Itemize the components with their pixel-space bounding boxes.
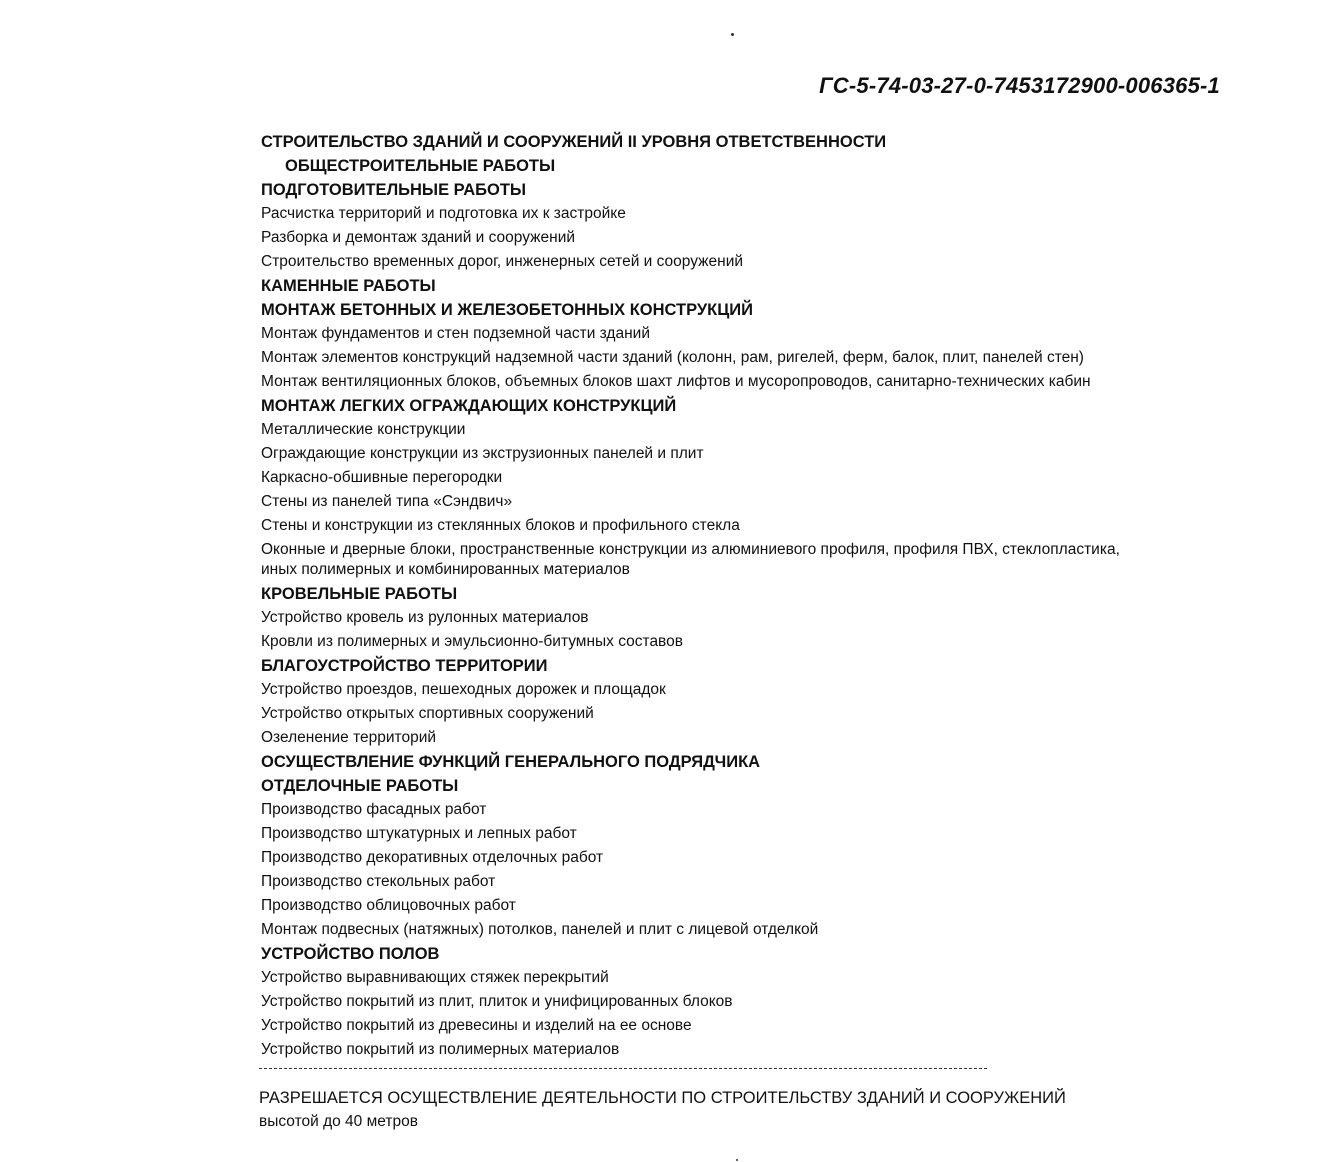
section-heading: ОСУЩЕСТВЛЕНИЕ ФУНКЦИЙ ГЕНЕРАЛЬНОГО ПОДРЯДЧИКА <box>261 753 761 771</box>
work-item: Стены из панелей типа «Сэндвич» <box>261 493 513 510</box>
work-item: Каркасно-обшивные перегородки <box>261 469 503 486</box>
work-item: Оконные и дверные блоки, пространственные конструкции из алюминиевого профиля, профиля ПВХ, стеклопластика, иных полимерных и комбинированных материалов <box>261 541 1120 578</box>
section-heading: ОТДЕЛОЧНЫЕ РАБОТЫ <box>261 777 459 795</box>
work-item: Устройство проездов, пешеходных дорожек и площадок <box>261 681 666 698</box>
work-item: Монтаж элементов конструкций надземной части зданий (колонн, рам, ригелей, ферм, балок, плит, панелей стен) <box>261 349 1084 366</box>
work-item: Устройство выравнивающих стяжек перекрытий <box>261 969 609 986</box>
work-item: Монтаж фундаментов и стен подземной части зданий <box>261 325 650 342</box>
section-heading: КАМЕННЫЕ РАБОТЫ <box>261 277 436 295</box>
dashed-separator <box>259 1068 987 1069</box>
work-item: Строительство временных дорог, инженерных сетей и сооружений <box>261 253 744 270</box>
work-item: Производство стекольных работ <box>261 873 496 890</box>
work-item: Производство облицовочных работ <box>261 897 516 914</box>
section-heading: СТРОИТЕЛЬСТВО ЗДАНИЙ И СООРУЖЕНИЙ II УРОВНЯ ОТВЕТСТВЕННОСТИ <box>261 133 887 151</box>
section-heading: МОНТАЖ БЕТОННЫХ И ЖЕЛЕЗОБЕТОННЫХ КОНСТРУКЦИЙ <box>261 301 754 319</box>
work-item: Производство штукатурных и лепных работ <box>261 825 577 842</box>
work-item: Устройство покрытий из полимерных материалов <box>261 1041 620 1058</box>
work-item: Монтаж вентиляционных блоков, объемных блоков шахт лифтов и мусоропроводов, санитарно-технических кабин <box>261 373 1091 390</box>
work-item: Устройство покрытий из древесины и изделий на ее основе <box>261 1017 692 1034</box>
work-item: Металлические конструкции <box>261 421 466 438</box>
work-item: Монтаж подвесных (натяжных) потолков, панелей и плит с лицевой отделкой <box>261 921 819 938</box>
work-item: Устройство покрытий из плит, плиток и унифицированных блоков <box>261 993 733 1010</box>
work-item: Ограждающие конструкции из экструзионных панелей и плит <box>261 445 704 462</box>
scan-speck <box>736 1159 738 1161</box>
work-item: Производство декоративных отделочных работ <box>261 849 604 866</box>
section-heading: УСТРОЙСТВО ПОЛОВ <box>261 945 440 963</box>
work-item: Разборка и демонтаж зданий и сооружений <box>261 229 576 246</box>
work-item: Устройство открытых спортивных сооружений <box>261 705 594 722</box>
work-item: Озеленение территорий <box>261 729 437 746</box>
section-heading: МОНТАЖ ЛЕГКИХ ОГРАЖДАЮЩИХ КОНСТРУКЦИЙ <box>261 397 677 415</box>
work-item: Кровли из полимерных и эмульсионно-битумных составов <box>261 633 683 650</box>
footer <box>259 1086 1066 1134</box>
section-heading: БЛАГОУСТРОЙСТВО ТЕРРИТОРИИ <box>261 657 548 675</box>
document-number: ГС-5-74-03-27-0-7453172900-006365-1 <box>819 73 1220 98</box>
section-heading: ПОДГОТОВИТЕЛЬНЫЕ РАБОТЫ <box>261 181 527 199</box>
section-heading: ОБЩЕСТРОИТЕЛЬНЫЕ РАБОТЫ <box>285 157 556 175</box>
permit-statement: РАЗРЕШАЕТСЯ ОСУЩЕСТВЛЕНИЕ ДЕЯТЕЛЬНОСТИ ПО СТРОИТЕЛЬСТВУ ЗДАНИЙ И СООРУЖЕНИЙ <box>259 1089 1066 1107</box>
work-types-list <box>261 130 1261 1062</box>
scan-speck <box>731 33 734 36</box>
height-limit: высотой до 40 метров <box>259 1113 418 1130</box>
work-item: Производство фасадных работ <box>261 801 487 818</box>
work-item: Устройство кровель из рулонных материалов <box>261 609 589 626</box>
section-heading: КРОВЕЛЬНЫЕ РАБОТЫ <box>261 585 458 603</box>
work-item: Расчистка территорий и подготовка их к застройке <box>261 205 626 222</box>
work-item: Стены и конструкции из стеклянных блоков и профильного стекла <box>261 517 740 534</box>
